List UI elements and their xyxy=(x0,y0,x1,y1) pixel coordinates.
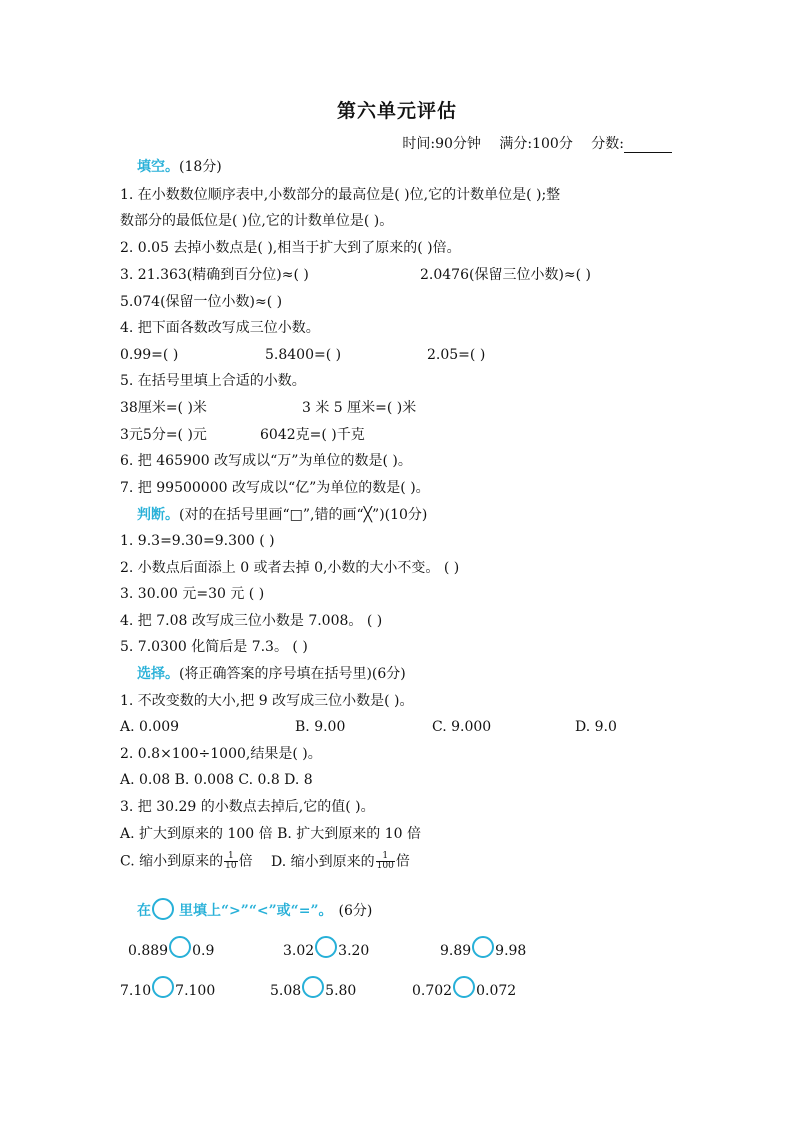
compare-item: 9.89 9.98 xyxy=(440,940,526,962)
compare-circle[interactable] xyxy=(152,976,174,998)
question-text: 3. 30.00 元=30 元 ( ) xyxy=(120,586,265,602)
choice-option: B. 9.00 xyxy=(295,719,346,735)
time-label: 时间:90分钟 xyxy=(402,136,481,152)
choice-options: A. 扩大到原来的 100 倍 B. 扩大到原来的 10 倍 xyxy=(120,826,421,842)
option-d-suffix: 倍 xyxy=(395,853,410,870)
question-item: 3 米 5 厘米=( )米 xyxy=(302,400,417,416)
score-blank[interactable] xyxy=(624,138,672,153)
question-text: 3. 21.363(精确到百分位)≈( ) xyxy=(120,267,309,283)
question-item: 6042克=( )千克 xyxy=(260,427,365,443)
section-points: (将正确答案的序号填在括号里)(6分) xyxy=(179,666,406,682)
question-text: 5. 7.0300 化简后是 7.3。 ( ) xyxy=(120,639,308,655)
compare-circle[interactable] xyxy=(169,936,191,958)
circle-icon xyxy=(152,898,174,920)
section-points: (6分) xyxy=(338,903,373,919)
question-text: 2. 0.05 去掉小数点是( ),相当于扩大到了原来的( )倍。 xyxy=(120,240,461,256)
question-item: 2.05=( ) xyxy=(427,347,486,363)
question-text: 2.0476(保留三位小数)≈( ) xyxy=(420,267,592,283)
question-text: 2. 小数点后面添上 0 或者去掉 0,小数的大小不变。 ( ) xyxy=(120,560,460,576)
compare-circle[interactable] xyxy=(315,936,337,958)
question-text: 2. 0.8×100÷1000,结果是( )。 xyxy=(120,746,322,762)
question-text: 4. 把 7.08 改写成三位小数是 7.008。 ( ) xyxy=(120,613,383,629)
section-fill-blank xyxy=(137,158,222,176)
option-c-suffix: 倍 xyxy=(238,853,253,870)
compare-item: 7.10 7.100 xyxy=(120,980,215,1002)
fraction-one-hundredth: $\frac{1}{100}$ xyxy=(376,851,394,871)
option-d-text: D. 缩小到原来的 xyxy=(271,853,375,870)
section-heading: 选择。 xyxy=(137,666,179,682)
question-text: 7. 把 99500000 改写成以“亿”为单位的数是( )。 xyxy=(120,480,430,496)
section-points: (对的在括号里画“□”,错的画“╳”)(10分) xyxy=(179,507,428,523)
question-item: 3元5分=( )元 xyxy=(120,427,207,443)
question-text: 1. 不改变数的大小,把 9 改写成三位小数是( )。 xyxy=(120,693,414,709)
fraction-one-tenth: $\frac{1}{10}$ xyxy=(225,851,237,871)
score-label xyxy=(591,136,672,152)
choice-option: A. 0.009 xyxy=(120,719,180,735)
choice-option: D. 9.0 xyxy=(575,719,617,735)
compare-item: 5.08 5.80 xyxy=(270,980,356,1002)
compare-circle[interactable] xyxy=(302,976,324,998)
compare-item: 3.02 3.20 xyxy=(283,940,369,962)
section-compare xyxy=(137,900,372,922)
page-title: 第六单元评估 xyxy=(336,100,457,122)
question-text: 3. 把 30.29 的小数点去掉后,它的值( )。 xyxy=(120,799,375,815)
question-item: 38厘米=( )米 xyxy=(120,400,207,416)
exam-meta xyxy=(388,133,672,153)
section-heading: 里填上“>”“<”或“=”。 xyxy=(179,903,333,919)
choice-options: A. 0.08 B. 0.008 C. 0.8 D. 8 xyxy=(120,772,313,788)
section-heading: 判断。 xyxy=(137,507,179,523)
section-heading-prefix: 在 xyxy=(137,903,151,919)
section-true-false xyxy=(137,506,427,524)
section-points: (18分) xyxy=(179,159,222,175)
question-text: 数部分的最低位是( )位,它的计数单位是( )。 xyxy=(120,213,394,229)
question-item: 5.8400=( ) xyxy=(265,347,342,363)
question-text: 1. 在小数数位顺序表中,小数部分的最高位是( )位,它的计数单位是( );整 xyxy=(120,187,561,203)
compare-circle[interactable] xyxy=(472,936,494,958)
section-multiple-choice xyxy=(137,665,406,683)
compare-item: 0.702 0.072 xyxy=(412,980,516,1002)
question-text: 6. 把 465900 改写成以“万”为单位的数是( )。 xyxy=(120,453,412,469)
question-text: 1. 9.3=9.30=9.300 ( ) xyxy=(120,533,275,549)
choice-options-fractions xyxy=(120,852,410,871)
section-heading: 填空。 xyxy=(137,159,179,175)
option-c-text: C. 缩小到原来的 xyxy=(120,853,224,870)
question-text: 5.074(保留一位小数)≈( ) xyxy=(120,294,283,310)
choice-option: C. 9.000 xyxy=(432,719,492,735)
compare-circle[interactable] xyxy=(453,976,475,998)
question-text: 5. 在括号里填上合适的小数。 xyxy=(120,373,306,389)
question-text: 4. 把下面各数改写成三位小数。 xyxy=(120,320,320,336)
full-score-label: 满分:100分 xyxy=(499,136,573,152)
question-item: 0.99=( ) xyxy=(120,347,179,363)
compare-item: 0.889 0.9 xyxy=(128,940,214,962)
score-text: 分数: xyxy=(591,136,624,152)
